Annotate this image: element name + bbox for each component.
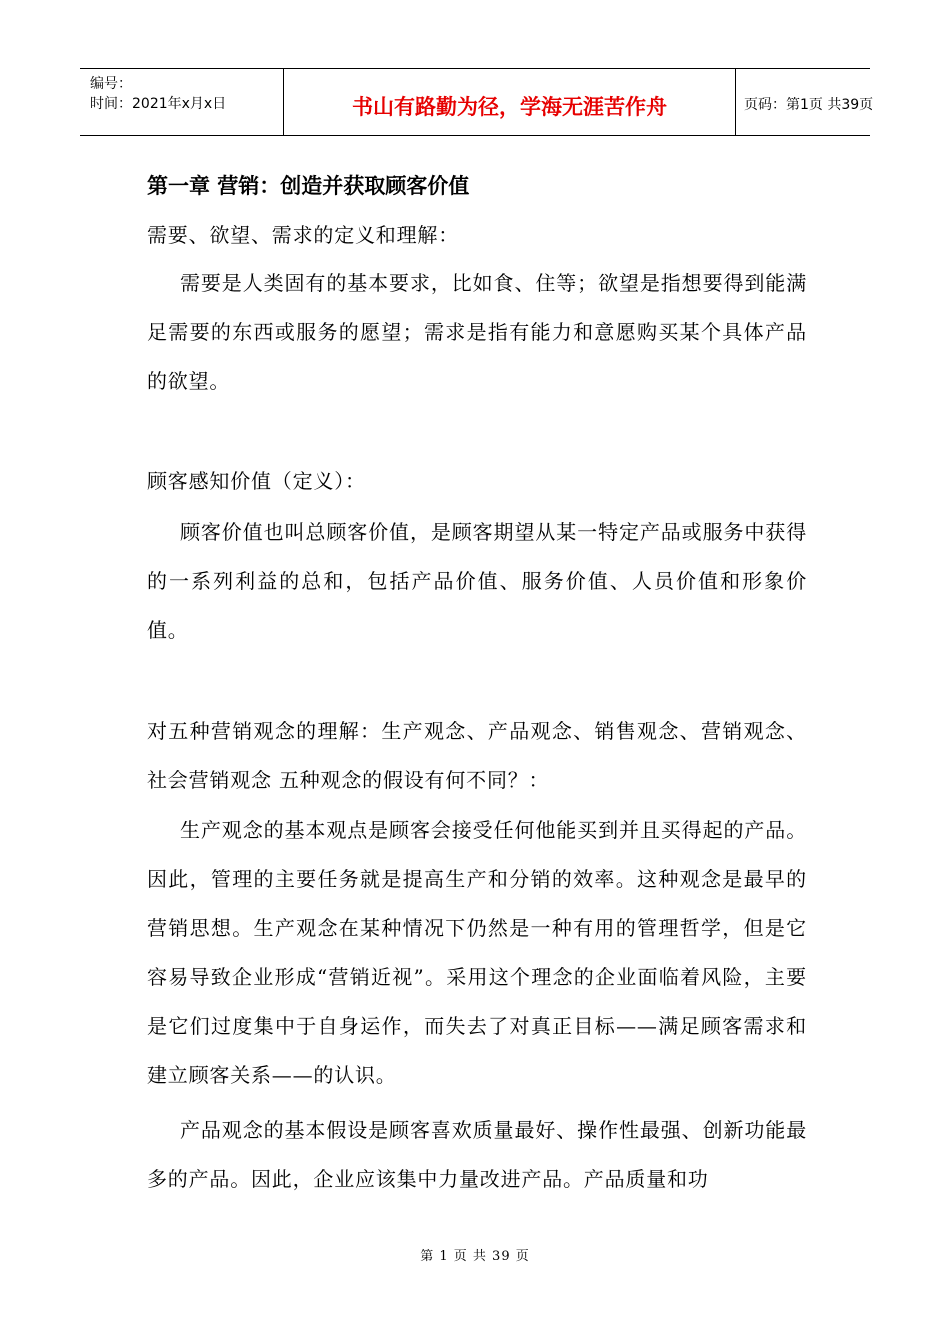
header-meta-cell [80, 69, 284, 135]
document-date: 时间：2021年x月x日 [90, 96, 227, 112]
header-motto-cell [284, 69, 736, 135]
document-number-label: 编号： [90, 76, 132, 92]
document-header [80, 68, 874, 136]
concepts-heading: 对五种营销观念的理解：生产观念、产品观念、销售观念、营销观念、社会营销观念 五种观念的假设有何不同？： [147, 719, 807, 792]
value-paragraph: 顾客价值也叫总顾客价值，是顾客期望从某一特定产品或服务中获得的一系列利益的总和，包括产品价值、服务价值、人员价值和形象价值。 [147, 520, 807, 642]
needs-heading: 需要、欲望、需求的定义和理解： [147, 223, 459, 247]
header-page-cell [736, 69, 874, 135]
needs-paragraph: 需要是人类固有的基本要求，比如食、住等；欲望是指想要得到能满足需要的东西或服务的愿望；需求是指有能力和意愿购买某个具体产品的欲望。 [147, 271, 807, 393]
value-heading: 顾客感知价值（定义）： [147, 469, 366, 493]
header-page-code: 页码：第1页 共39页 [744, 97, 874, 113]
page-footer: 第 1 页 共 39 页 [420, 1249, 530, 1264]
chapter-title: 第一章 营销：创造并获取顾客价值 [147, 174, 470, 198]
production-concept-paragraph: 生产观念的基本观点是顾客会接受任何他能买到并且买得起的产品。因此，管理的主要任务就是提高生产和分销的效率。这种观念是最早的营销思想。生产观念在某种情况下仍然是一种有用的管理哲学，但是它容易导致企业形成“营销近视”。采用这个理念的企业面临着风险，主要是它们过度集中于自身运作，而失去了对真正目标——满足顾客需求和建立顾客关系——的认识。 [147, 818, 807, 1087]
header-motto: 书山有路勤为径，学海无涯苦作舟 [352, 95, 667, 119]
product-concept-paragraph: 产品观念的基本假设是顾客喜欢质量最好、操作性最强、创新功能最多的产品。因此，企业应该集中力量改进产品。产品质量和功 [147, 1118, 807, 1191]
